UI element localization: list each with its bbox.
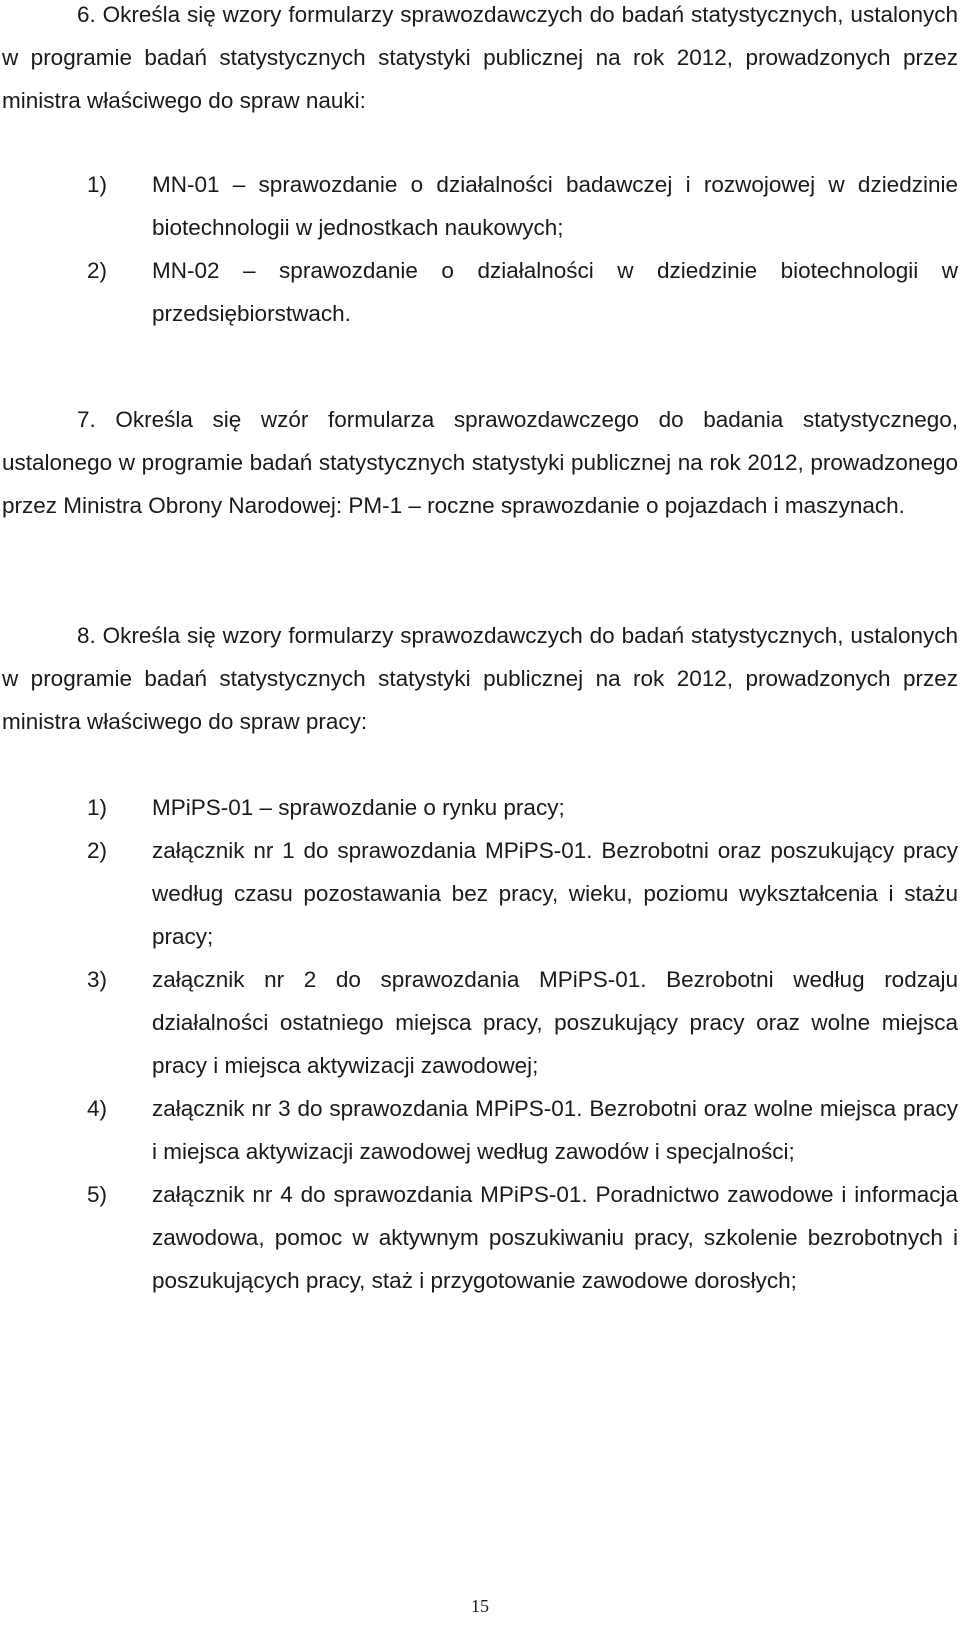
section-8-paragraph: 8. Określa się wzory formularzy sprawozdawczych do badań statystycznych, ustalonych w programie badań statystycznych statystyki publicznej na rok 2012, prowadzonych przez ministra właściwego do spraw pracy: [2,623,958,734]
list-item-text: załącznik nr 4 do sprawozdania MPiPS-01. Poradnictwo zawodowe i informacja zawodowa, pomoc w aktywnym poszukiwaniu pracy, szkolenie bezrobotnych i poszukujących pracy, staż i przygotowanie zawodowe dorosłych; [152,1182,958,1293]
list-item [0,1087,958,1173]
list-item-text: załącznik nr 1 do sprawozdania MPiPS-01. Bezrobotni oraz poszukujący pracy według czasu pozostawania bez pracy, wieku, poziomu wykształcenia i stażu pracy; [152,838,958,949]
list-item-number: 1) [87,795,108,820]
list-item [0,163,958,249]
list-item-number: 2) [87,258,108,283]
section-7-paragraph: 7. Określa się wzór formularza sprawozdawczego do badania statystycznego, ustalonego w programie badań statystycznych statystyki publicznej na rok 2012, prowadzonego przez Ministra Obrony Narodowej: PM-1 – roczne sprawozdanie o pojazdach i maszynach. [2,407,958,518]
list-item-text: MN-01 – sprawozdanie o działalności badawczej i rozwojowej w dziedzinie biotechnologii w jednostkach naukowych; [152,172,958,240]
list-item [0,1173,958,1302]
list-item [0,786,958,829]
list-item-number: 1) [87,172,108,197]
list-item-text: MN-02 – sprawozdanie o działalności w dziedzinie biotechnologii w przedsiębiorstwach. [152,258,958,326]
list-item-text: załącznik nr 3 do sprawozdania MPiPS-01. Bezrobotni oraz wolne miejsca pracy i miejsca aktywizacji zawodowej według zawodów i specjalności; [152,1096,958,1164]
list-item [0,829,958,958]
section-6-paragraph: 6. Określa się wzory formularzy sprawozdawczych do badań statystycznych, ustalonych w programie badań statystycznych statystyki publicznej na rok 2012, prowadzonych przez ministra właściwego do spraw nauki: [2,2,958,113]
list-item-number: 3) [87,967,108,992]
list-item-number: 4) [87,1096,108,1121]
list-item [0,958,958,1087]
list-item [0,249,958,335]
list-item-text: załącznik nr 2 do sprawozdania MPiPS-01. Bezrobotni według rodzaju działalności ostatniego miejsca pracy, poszukujący pracy oraz wolne miejsca pracy i miejsca aktywizacji zawodowej; [152,967,958,1078]
section-8-list [0,786,958,1302]
page-number: 15 [471,1596,489,1616]
list-item-text: MPiPS-01 – sprawozdanie o rynku pracy; [152,795,565,820]
section-6-list [0,163,958,335]
list-item-number: 5) [87,1182,108,1207]
list-item-number: 2) [87,838,108,863]
